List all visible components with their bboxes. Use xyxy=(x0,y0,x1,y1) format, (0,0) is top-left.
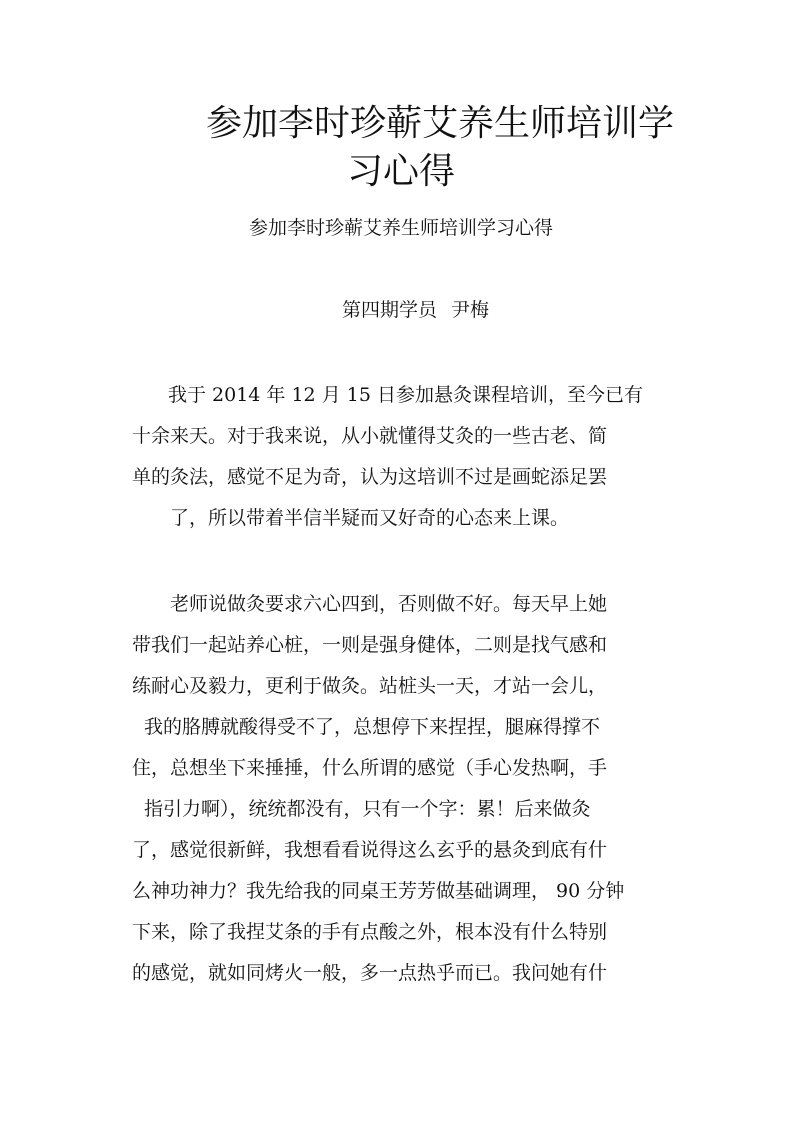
paragraph-1-line: 我于 2014 年 12 月 15 日参加悬灸课程培训，至今已有 xyxy=(168,384,643,406)
document-subtitle: 参加李时珍蕲艾养生师培训学习心得 xyxy=(249,217,554,239)
title-line-2: 习心得 xyxy=(347,151,456,192)
paragraph-2-line: 老师说做灸要求六心四到，否则做不好。每天早上她 xyxy=(170,593,608,615)
paragraph-2-line: 下来，除了我捏艾条的手有点酸之外，根本没有什么特别 xyxy=(132,921,608,943)
paragraph-1-line: 单的灸法，感觉不足为奇，认为这培训不过是画蛇添足罢 xyxy=(132,466,608,488)
paragraph-2-line: 我的胳膊就酸得受不了，总想停下来捏捏，腿麻得撑不 xyxy=(144,716,601,738)
paragraph-2-line: 么神功神力？我先给我的同桌王芳芳做基础调理， 90 分钟 xyxy=(132,880,625,902)
paragraph-2-line: 了，感觉很新鲜，我想看看说得这么玄乎的悬灸到底有什 xyxy=(132,839,608,861)
paragraph-2-line: 指引力啊），统统都没有，只有一个字：累！后来做灸 xyxy=(144,798,591,820)
document-title xyxy=(206,100,676,196)
paragraph-1-line: 了，所以带着半信半疑而又好奇的心态来上课。 xyxy=(170,507,570,529)
author-label: 第四期学员 xyxy=(342,299,438,321)
paragraph-1-line: 十余来天。对于我来说，从小就懂得艾灸的一些古老、简 xyxy=(132,425,608,447)
title-line-1: 参加李时珍蕲艾养生师培训学 xyxy=(206,103,675,144)
paragraph-2-line: 住，总想坐下来捶捶，什么所谓的感觉（手心发热啊，手 xyxy=(132,757,608,779)
author-line xyxy=(342,296,489,324)
paragraph-2-line: 带我们一起站养心桩，一则是强身健体，二则是找气感和 xyxy=(132,634,608,656)
paragraph-2-line: 的感觉，就如同烤火一般，多一点热乎而已。我问她有什 xyxy=(132,962,608,984)
author-name: 尹梅 xyxy=(451,299,490,321)
paragraph-2-line: 练耐心及毅力，更利于做灸。站桩头一天，才站一会儿， xyxy=(132,675,608,697)
